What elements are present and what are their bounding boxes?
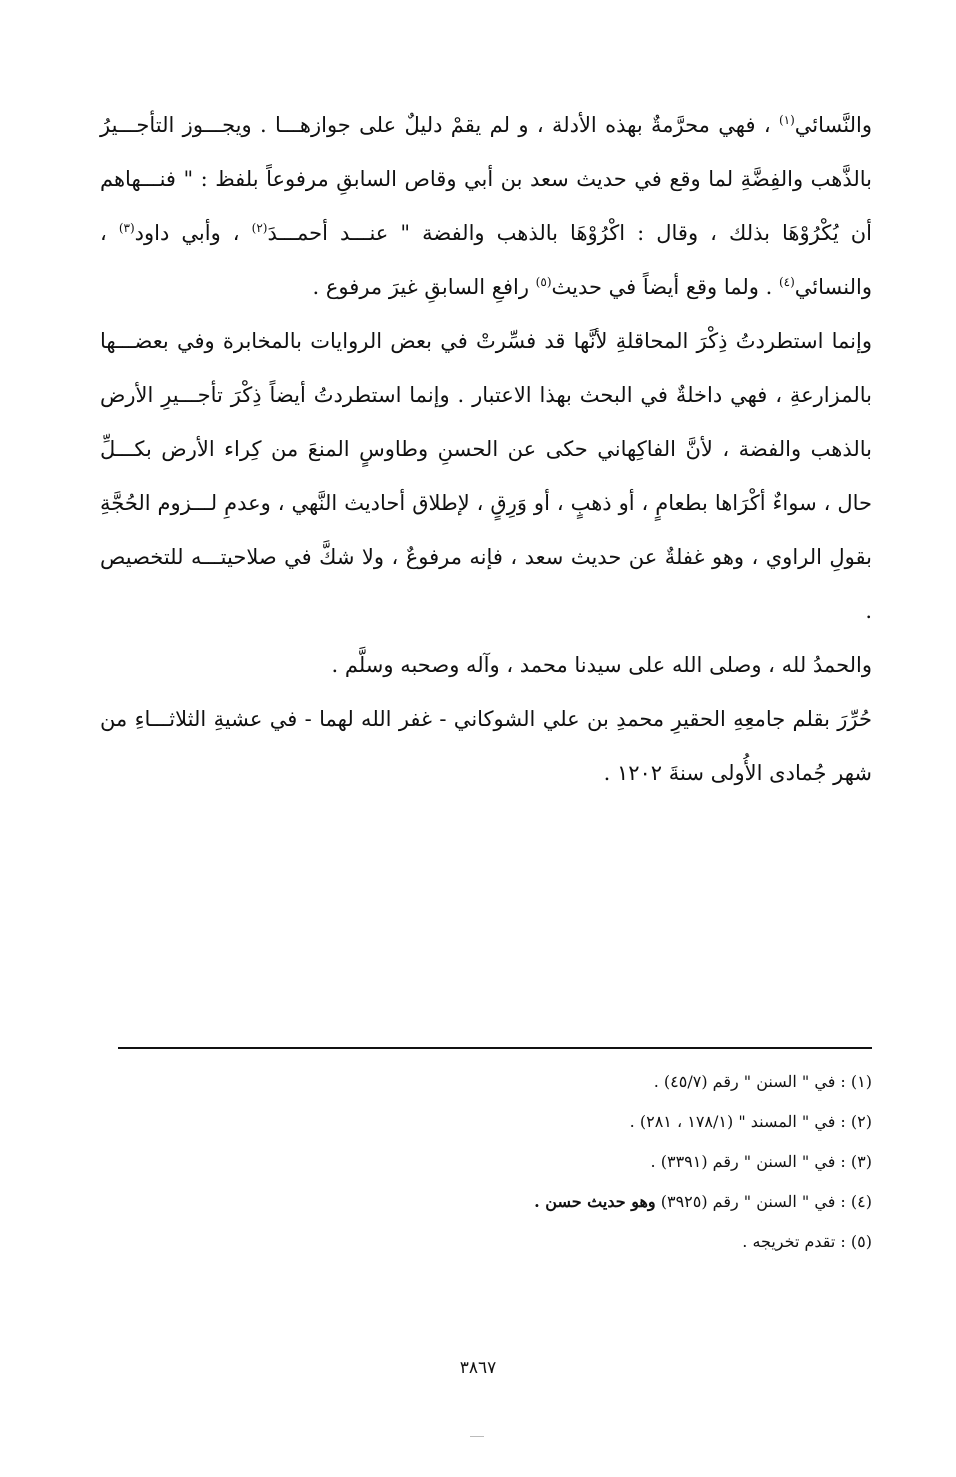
- footnote-text: (٢) : في " المسند " (١٧٨/١ ، ٢٨١) .: [629, 1112, 872, 1131]
- text-segment: والنَّسائي: [794, 113, 872, 137]
- footnote-ref[interactable]: (٤): [778, 275, 795, 289]
- footnote-ref[interactable]: (٢): [251, 221, 268, 235]
- page-number: ٣٨٦٧: [459, 1358, 497, 1378]
- text-segment: وإنما استطردتُ ذِكْرَ المحاقلةِ لأنَّها قد فسِّرتْ في بعض الروايات بالمخابرة وفي بعضـــها بالمزارعةِ ، فهي داخلةٌ في البحث بهذا الاعتبار . وإنما استطردتُ أيضاً ذِكْرَ تأجـــيرِ الأرض بالذهب والفضة ، لأنَّ الفاكِهاني حكى عن الحسنِ وطاوسٍ المنعَ من كِراء الأرض بكـــلِّ حال ، سواءٌ أكْرَاها بطعامٍ ، أو ذهبٍ ، أو وَرِقٍ ، لإطلاق أحاديث النَّهي ، وعدمِ لـــزوم الحُجَّةِ بقولِ الراوي ، وهو غفلةٌ عن حديث سعد ، فإنه مرفوعٌ ، ولا شكَّ في صلاحيتـــه للتخصيص .: [100, 329, 872, 623]
- footnote-text: (٤) : في " السنن " رقم (٣٩٢٥): [655, 1192, 872, 1211]
- text-segment: والحمدُ لله ، وصلى الله على سيدنا محمد ، وآله وصحبه وسلَّم .: [331, 653, 872, 677]
- text-segment: حُرِّرَ بقلم جامعِهِ الحقيرِ محمدِ بن علي الشوكاني - غفر الله لهما - في عشيةِ الثلاثـــاءِ من شهر جُمادى الأُولى سنةَ ١٢٠٢ .: [100, 707, 872, 785]
- text-segment: ، وأبي داود: [134, 221, 252, 245]
- footnote-item: [100, 1222, 872, 1262]
- paragraph: [100, 314, 872, 638]
- footnote-item: [100, 1182, 872, 1222]
- footnote-divider: [118, 1047, 872, 1049]
- footnote-item: [100, 1102, 872, 1142]
- footnote-ref[interactable]: (٣): [118, 221, 135, 235]
- footnote-text: (١) : في " السنن " رقم (٤٥/٧) .: [653, 1072, 872, 1091]
- text-segment: . ولما وقع أيضاً في حديث: [551, 275, 779, 299]
- footnote-text: (٥) : تقدم تخريجه .: [742, 1232, 872, 1251]
- footnote-bold-text: وهو حديث حسن .: [534, 1192, 656, 1211]
- footnote-ref[interactable]: (٥): [535, 275, 552, 289]
- footnote-item: [100, 1142, 872, 1182]
- paragraph: [100, 98, 872, 314]
- text-segment: ، والنسائي: [100, 221, 872, 299]
- footnotes: [100, 1062, 872, 1262]
- footnote-item: [100, 1062, 872, 1102]
- text-segment: ، فهي محرَّمةٌ بهذه الأدلة ، و لم يقمْ دليلٌ على جوازهـــا . ويجـــوز التأجـــيرُ بالذَّهب والفِضَّةِ لما وقع في حديث سعد بن أبي وقاص السابقِ مرفوعاً بلفظ : " فنـــهاهم أن يُكْرُوْهَا بذلك ، وقال : اكْرُوْهَا بالذهب والفضة " عنـــد أحمـــدَ: [100, 113, 872, 245]
- scan-mark: [470, 1436, 484, 1437]
- paragraph: [100, 692, 872, 800]
- main-text: [100, 98, 872, 800]
- footnote-ref[interactable]: (١): [778, 113, 795, 127]
- text-segment: رافعِ السابقِ غيرَ مرفوع .: [312, 275, 536, 299]
- paragraph: [100, 638, 872, 692]
- footnote-text: (٣) : في " السنن " رقم (٣٣٩١) .: [650, 1152, 872, 1171]
